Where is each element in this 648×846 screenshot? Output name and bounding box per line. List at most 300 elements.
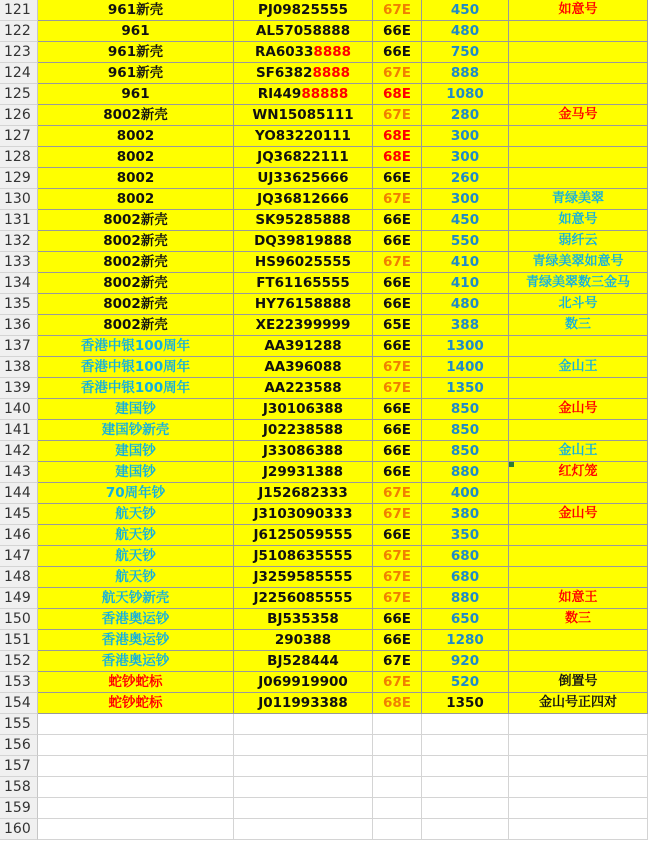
row-header[interactable]: 135 <box>0 294 38 315</box>
cell-note[interactable]: 金山号 <box>509 504 648 525</box>
cell-note[interactable] <box>509 42 648 63</box>
table-row <box>0 588 648 609</box>
empty-cell[interactable] <box>509 756 648 777</box>
cell-name[interactable]: 8002 <box>38 147 234 168</box>
serial-text: RI449 <box>257 86 302 102</box>
table-row <box>0 315 648 336</box>
row-header[interactable]: 160 <box>0 819 38 840</box>
cell-name[interactable]: 8002新壳 <box>38 294 234 315</box>
serial-text: J2256085555 <box>253 590 353 606</box>
row-header[interactable]: 152 <box>0 651 38 672</box>
table-row-empty <box>0 714 648 735</box>
cell-name[interactable]: 香港奥运钞 <box>38 630 234 651</box>
row-header[interactable]: 155 <box>0 714 38 735</box>
cell-note[interactable]: 金山王 <box>509 441 648 462</box>
table-row <box>0 42 648 63</box>
cell-note[interactable] <box>509 126 648 147</box>
table-row <box>0 441 648 462</box>
cell-name[interactable]: 香港奥运钞 <box>38 609 234 630</box>
cell-name[interactable]: 8002新壳 <box>38 105 234 126</box>
cell-code[interactable]: 67E <box>373 588 422 609</box>
table-row <box>0 546 648 567</box>
cell-serial[interactable] <box>234 567 373 588</box>
cell-note[interactable]: 数三 <box>509 315 648 336</box>
empty-cell[interactable] <box>373 714 422 735</box>
row-header[interactable]: 149 <box>0 588 38 609</box>
cell-price[interactable]: 880 <box>422 588 509 609</box>
row-header[interactable]: 128 <box>0 147 38 168</box>
serial-text: J29931388 <box>262 464 344 480</box>
serial-text: J3103090333 <box>253 506 353 522</box>
cell-serial[interactable] <box>234 294 373 315</box>
table-row <box>0 504 648 525</box>
cell-code[interactable]: 67E <box>373 378 422 399</box>
cell-price[interactable]: 650 <box>422 609 509 630</box>
cell-name[interactable]: 8002新壳 <box>38 273 234 294</box>
cell-serial[interactable] <box>234 441 373 462</box>
serial-text: BJ528444 <box>267 653 339 669</box>
cell-price[interactable]: 850 <box>422 399 509 420</box>
table-row <box>0 252 648 273</box>
serial-text: AL57058888 <box>255 23 351 39</box>
table-row <box>0 105 648 126</box>
cell-price[interactable]: 300 <box>422 126 509 147</box>
cell-serial[interactable] <box>234 630 373 651</box>
empty-cell[interactable] <box>38 735 234 756</box>
table-row-empty <box>0 756 648 777</box>
table-row <box>0 21 648 42</box>
cell-code[interactable]: 67E <box>373 189 422 210</box>
cell-serial[interactable] <box>234 336 373 357</box>
cell-name[interactable]: 961新壳 <box>38 63 234 84</box>
serial-text: J152682333 <box>258 485 348 501</box>
table-row <box>0 126 648 147</box>
cell-code[interactable]: 67E <box>373 567 422 588</box>
cell-code[interactable]: 67E <box>373 63 422 84</box>
cell-serial[interactable] <box>234 21 373 42</box>
row-header[interactable]: 137 <box>0 336 38 357</box>
cell-name[interactable]: 961 <box>38 21 234 42</box>
cell-price[interactable]: 480 <box>422 294 509 315</box>
cell-serial[interactable] <box>234 483 373 504</box>
cell-code[interactable]: 66E <box>373 42 422 63</box>
table-row <box>0 294 648 315</box>
row-header[interactable]: 125 <box>0 84 38 105</box>
cell-price[interactable]: 520 <box>422 672 509 693</box>
table-row <box>0 357 648 378</box>
cell-note[interactable] <box>509 168 648 189</box>
cell-price[interactable]: 1350 <box>422 693 509 714</box>
cell-price[interactable]: 480 <box>422 21 509 42</box>
table-row-empty <box>0 735 648 756</box>
cell-price[interactable]: 680 <box>422 567 509 588</box>
serial-text: SF6382 <box>255 65 313 81</box>
cell-serial[interactable] <box>234 252 373 273</box>
cell-serial[interactable] <box>234 147 373 168</box>
empty-cell[interactable] <box>373 735 422 756</box>
empty-cell[interactable] <box>38 714 234 735</box>
cell-note[interactable]: 青绿美翠 <box>509 189 648 210</box>
cell-name[interactable]: 8002 <box>38 168 234 189</box>
row-header[interactable]: 156 <box>0 735 38 756</box>
table-row <box>0 168 648 189</box>
cell-code[interactable]: 67E <box>373 651 422 672</box>
cell-price[interactable]: 750 <box>422 42 509 63</box>
cell-note[interactable]: 弱纤云 <box>509 231 648 252</box>
row-header[interactable]: 144 <box>0 483 38 504</box>
cell-price[interactable]: 920 <box>422 651 509 672</box>
cell-price[interactable]: 550 <box>422 231 509 252</box>
cell-note[interactable] <box>509 147 648 168</box>
serial-text: AA396088 <box>264 359 342 375</box>
cell-serial[interactable] <box>234 126 373 147</box>
table-row-empty <box>0 798 648 819</box>
cell-code[interactable]: 67E <box>373 0 422 21</box>
cell-name[interactable]: 8002新壳 <box>38 315 234 336</box>
cell-name[interactable]: 航天钞 <box>38 525 234 546</box>
cell-price[interactable]: 300 <box>422 189 509 210</box>
cell-code[interactable]: 68E <box>373 126 422 147</box>
cell-serial[interactable] <box>234 189 373 210</box>
cell-code[interactable]: 67E <box>373 483 422 504</box>
empty-cell[interactable] <box>509 798 648 819</box>
empty-cell[interactable] <box>422 714 509 735</box>
cell-price[interactable]: 300 <box>422 147 509 168</box>
cell-serial[interactable] <box>234 399 373 420</box>
cell-note[interactable]: 如意号 <box>509 210 648 231</box>
table-row <box>0 336 648 357</box>
serial-text: J5108635555 <box>253 548 353 564</box>
table-row <box>0 420 648 441</box>
row-header[interactable]: 153 <box>0 672 38 693</box>
empty-cell[interactable] <box>38 777 234 798</box>
cell-price[interactable]: 280 <box>422 105 509 126</box>
cell-note[interactable] <box>509 651 648 672</box>
cell-code[interactable]: 67E <box>373 546 422 567</box>
cell-code[interactable]: 66E <box>373 21 422 42</box>
empty-cell[interactable] <box>234 756 373 777</box>
cell-code[interactable]: 67E <box>373 357 422 378</box>
cell-serial[interactable] <box>234 357 373 378</box>
cell-name[interactable]: 航天钞 <box>38 504 234 525</box>
empty-cell[interactable] <box>234 819 373 840</box>
cell-price[interactable]: 1300 <box>422 336 509 357</box>
empty-cell[interactable] <box>509 777 648 798</box>
cell-name[interactable]: 建国钞新壳 <box>38 420 234 441</box>
cell-name[interactable]: 香港中银100周年 <box>38 336 234 357</box>
serial-text: J6125059555 <box>253 527 353 543</box>
cell-code[interactable]: 68E <box>373 84 422 105</box>
cell-serial[interactable] <box>234 0 373 21</box>
cell-note[interactable]: 数三 <box>509 609 648 630</box>
cell-code[interactable]: 68E <box>373 147 422 168</box>
cell-name[interactable]: 香港中银100周年 <box>38 378 234 399</box>
cell-code[interactable]: 67E <box>373 105 422 126</box>
row-header[interactable]: 130 <box>0 189 38 210</box>
row-header[interactable]: 140 <box>0 399 38 420</box>
cell-serial[interactable] <box>234 462 373 483</box>
serial-text: J069919900 <box>258 674 348 690</box>
cell-code[interactable]: 67E <box>373 252 422 273</box>
row-header[interactable]: 121 <box>0 0 38 21</box>
empty-cell[interactable] <box>373 756 422 777</box>
serial-highlight: 8888 <box>312 65 351 81</box>
serial-text: RA6033 <box>255 44 314 60</box>
empty-cell[interactable] <box>373 819 422 840</box>
cell-note[interactable] <box>509 483 648 504</box>
empty-cell[interactable] <box>373 798 422 819</box>
row-header[interactable]: 136 <box>0 315 38 336</box>
serial-highlight: 8888 <box>313 44 351 60</box>
row-header[interactable]: 150 <box>0 609 38 630</box>
cell-serial[interactable] <box>234 609 373 630</box>
cell-name[interactable]: 蛇钞蛇标 <box>38 672 234 693</box>
empty-cell[interactable] <box>509 735 648 756</box>
cell-serial[interactable] <box>234 42 373 63</box>
cell-price[interactable]: 1280 <box>422 630 509 651</box>
row-header[interactable]: 143 <box>0 462 38 483</box>
cell-serial[interactable] <box>234 378 373 399</box>
cell-name[interactable]: 8002 <box>38 189 234 210</box>
cell-code[interactable]: 68E <box>373 693 422 714</box>
cell-serial[interactable] <box>234 525 373 546</box>
empty-cell[interactable] <box>422 756 509 777</box>
cell-note[interactable] <box>509 84 648 105</box>
cell-code[interactable]: 66E <box>373 441 422 462</box>
empty-cell[interactable] <box>234 714 373 735</box>
cell-price[interactable]: 880 <box>422 462 509 483</box>
row-header[interactable]: 132 <box>0 231 38 252</box>
row-header[interactable]: 129 <box>0 168 38 189</box>
empty-cell[interactable] <box>422 798 509 819</box>
empty-cell[interactable] <box>38 756 234 777</box>
cell-price[interactable]: 1350 <box>422 378 509 399</box>
cell-price[interactable]: 260 <box>422 168 509 189</box>
cell-name[interactable]: 建国钞 <box>38 399 234 420</box>
cell-code[interactable]: 67E <box>373 672 422 693</box>
row-header[interactable]: 147 <box>0 546 38 567</box>
cell-note[interactable]: 青绿美翠数三金马 <box>509 273 648 294</box>
cell-serial[interactable] <box>234 672 373 693</box>
table-row <box>0 483 648 504</box>
serial-text: J011993388 <box>258 695 348 711</box>
cell-name[interactable]: 香港奥运钞 <box>38 651 234 672</box>
cell-code[interactable]: 66E <box>373 294 422 315</box>
empty-cell[interactable] <box>373 777 422 798</box>
table-row <box>0 147 648 168</box>
cell-name[interactable]: 961新壳 <box>38 0 234 21</box>
cell-code[interactable]: 66E <box>373 399 422 420</box>
cell-code[interactable]: 66E <box>373 630 422 651</box>
table-row <box>0 189 648 210</box>
serial-text: BJ535358 <box>267 611 339 627</box>
cell-price[interactable]: 350 <box>422 525 509 546</box>
cell-serial[interactable] <box>234 105 373 126</box>
cell-name[interactable]: 8002新壳 <box>38 252 234 273</box>
cell-serial[interactable] <box>234 210 373 231</box>
cell-code[interactable]: 66E <box>373 210 422 231</box>
cell-price[interactable]: 410 <box>422 252 509 273</box>
cell-serial[interactable] <box>234 63 373 84</box>
cell-note[interactable] <box>509 336 648 357</box>
cell-code[interactable]: 65E <box>373 315 422 336</box>
empty-cell[interactable] <box>422 735 509 756</box>
cell-name[interactable]: 航天钞 <box>38 546 234 567</box>
row-header[interactable]: 123 <box>0 42 38 63</box>
cell-name[interactable]: 8002新壳 <box>38 210 234 231</box>
cell-code[interactable]: 66E <box>373 609 422 630</box>
row-header[interactable]: 124 <box>0 63 38 84</box>
cell-price[interactable]: 1080 <box>422 84 509 105</box>
row-header[interactable]: 145 <box>0 504 38 525</box>
cell-price[interactable]: 850 <box>422 420 509 441</box>
cell-code[interactable]: 66E <box>373 525 422 546</box>
cell-name[interactable]: 建国钞 <box>38 462 234 483</box>
cell-note[interactable]: 如意号 <box>509 0 648 21</box>
row-header[interactable]: 158 <box>0 777 38 798</box>
cell-note[interactable]: 如意王 <box>509 588 648 609</box>
cell-price[interactable]: 680 <box>422 546 509 567</box>
serial-text: XE22399999 <box>255 317 351 333</box>
cell-note[interactable]: 金山号 <box>509 399 648 420</box>
serial-text: 290388 <box>274 632 332 648</box>
cell-serial[interactable] <box>234 693 373 714</box>
empty-cell[interactable] <box>38 819 234 840</box>
cell-name[interactable]: 8002新壳 <box>38 231 234 252</box>
cell-price[interactable]: 1400 <box>422 357 509 378</box>
row-header[interactable]: 151 <box>0 630 38 651</box>
cell-serial[interactable] <box>234 588 373 609</box>
cell-serial[interactable] <box>234 546 373 567</box>
serial-text: DQ39819888 <box>254 233 352 249</box>
cell-code[interactable]: 66E <box>373 462 422 483</box>
table-row <box>0 210 648 231</box>
row-header[interactable]: 139 <box>0 378 38 399</box>
cell-name[interactable]: 香港中银100周年 <box>38 357 234 378</box>
row-header[interactable]: 146 <box>0 525 38 546</box>
cell-note[interactable] <box>509 21 648 42</box>
cell-name[interactable]: 建国钞 <box>38 441 234 462</box>
cell-code[interactable]: 66E <box>373 231 422 252</box>
row-header[interactable]: 148 <box>0 567 38 588</box>
cell-note[interactable]: 青绿美翠如意号 <box>509 252 648 273</box>
serial-text: JQ36812666 <box>257 191 349 207</box>
cell-serial[interactable] <box>234 315 373 336</box>
comment-indicator-icon <box>509 462 514 467</box>
cell-name[interactable]: 蛇钞蛇标 <box>38 693 234 714</box>
cell-code[interactable]: 67E <box>373 504 422 525</box>
cell-note[interactable] <box>509 63 648 84</box>
empty-cell[interactable] <box>234 798 373 819</box>
cell-name[interactable]: 961 <box>38 84 234 105</box>
cell-price[interactable]: 380 <box>422 504 509 525</box>
empty-cell[interactable] <box>38 798 234 819</box>
row-header[interactable]: 127 <box>0 126 38 147</box>
cell-price[interactable]: 450 <box>422 0 509 21</box>
cell-note[interactable]: 北斗号 <box>509 294 648 315</box>
serial-text: HY76158888 <box>254 296 352 312</box>
cell-code[interactable]: 66E <box>373 273 422 294</box>
row-header[interactable]: 126 <box>0 105 38 126</box>
cell-serial[interactable] <box>234 168 373 189</box>
cell-note[interactable] <box>509 630 648 651</box>
row-header[interactable]: 131 <box>0 210 38 231</box>
serial-text: AA223588 <box>264 380 342 396</box>
table-row <box>0 693 648 714</box>
table-row <box>0 273 648 294</box>
row-header[interactable]: 122 <box>0 21 38 42</box>
cell-code[interactable]: 66E <box>373 420 422 441</box>
cell-price[interactable]: 850 <box>422 441 509 462</box>
serial-text: HS96025555 <box>254 254 352 270</box>
cell-price[interactable]: 450 <box>422 210 509 231</box>
cell-name[interactable]: 8002 <box>38 126 234 147</box>
cell-price[interactable]: 388 <box>422 315 509 336</box>
row-header[interactable]: 141 <box>0 420 38 441</box>
serial-text: PJ09825555 <box>257 2 349 18</box>
serial-text: YO83220111 <box>255 128 351 144</box>
cell-note[interactable] <box>509 567 648 588</box>
row-header[interactable]: 134 <box>0 273 38 294</box>
table-row <box>0 84 648 105</box>
empty-cell[interactable] <box>509 714 648 735</box>
empty-cell[interactable] <box>509 819 648 840</box>
cell-note[interactable]: 金山号正四对 <box>509 693 648 714</box>
cell-name[interactable]: 70周年钞 <box>38 483 234 504</box>
cell-note[interactable]: 红灯笼 <box>509 462 648 483</box>
cell-note[interactable]: 金山王 <box>509 357 648 378</box>
row-header[interactable]: 154 <box>0 693 38 714</box>
cell-note[interactable] <box>509 525 648 546</box>
row-header[interactable]: 133 <box>0 252 38 273</box>
cell-note[interactable] <box>509 378 648 399</box>
cell-price[interactable]: 888 <box>422 63 509 84</box>
cell-code[interactable]: 66E <box>373 168 422 189</box>
table-row-empty <box>0 777 648 798</box>
cell-serial[interactable] <box>234 273 373 294</box>
empty-cell[interactable] <box>234 735 373 756</box>
serial-text: AA391288 <box>264 338 342 354</box>
cell-name[interactable]: 961新壳 <box>38 42 234 63</box>
cell-serial[interactable] <box>234 84 373 105</box>
cell-price[interactable]: 400 <box>422 483 509 504</box>
serial-text: JQ36822111 <box>257 149 349 165</box>
empty-cell[interactable] <box>234 777 373 798</box>
cell-code[interactable]: 66E <box>373 336 422 357</box>
row-header[interactable]: 138 <box>0 357 38 378</box>
cell-price[interactable]: 410 <box>422 273 509 294</box>
cell-note[interactable] <box>509 546 648 567</box>
cell-serial[interactable] <box>234 231 373 252</box>
cell-note[interactable] <box>509 420 648 441</box>
cell-name[interactable]: 航天钞 <box>38 567 234 588</box>
table-row <box>0 399 648 420</box>
cell-serial[interactable] <box>234 504 373 525</box>
row-header[interactable]: 157 <box>0 756 38 777</box>
empty-cell[interactable] <box>422 777 509 798</box>
table-row <box>0 630 648 651</box>
cell-serial[interactable] <box>234 420 373 441</box>
serial-highlight: 88888 <box>301 86 349 102</box>
table-row <box>0 462 648 483</box>
cell-note[interactable]: 金马号 <box>509 105 648 126</box>
cell-name[interactable]: 航天钞新壳 <box>38 588 234 609</box>
row-header[interactable]: 159 <box>0 798 38 819</box>
cell-note[interactable]: 倒置号 <box>509 672 648 693</box>
empty-cell[interactable] <box>422 819 509 840</box>
row-header[interactable]: 142 <box>0 441 38 462</box>
cell-serial[interactable] <box>234 651 373 672</box>
